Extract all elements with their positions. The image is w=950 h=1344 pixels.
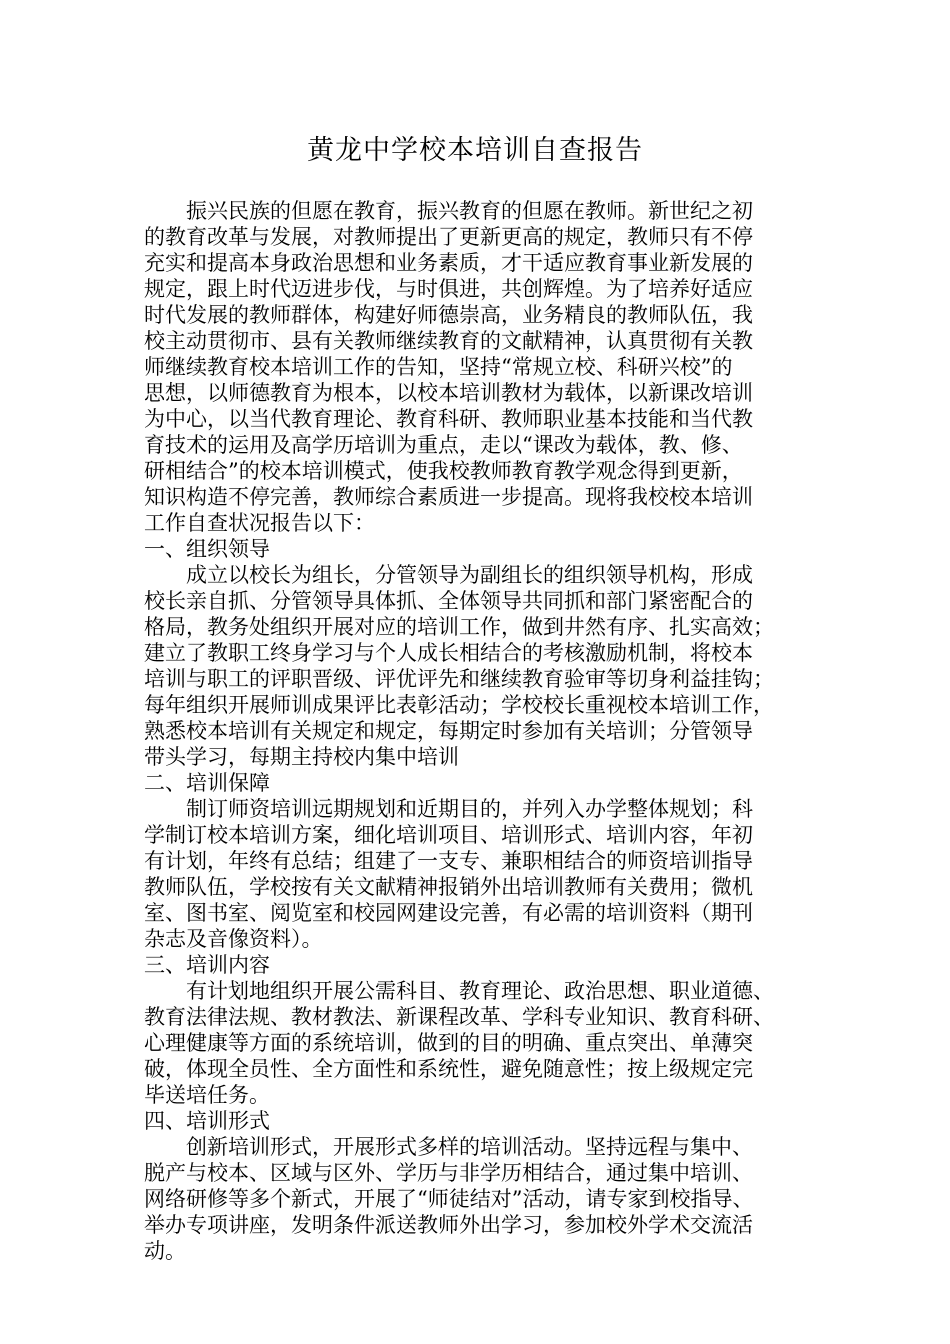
text-line: 破，体现全员性、全方面性和系统性，避免随意性；按上级规定完 — [144, 1057, 753, 1081]
text-line: 二、培训保障 — [144, 771, 270, 795]
text-line: 一、组织领导 — [144, 537, 270, 561]
text-line: 培训与职工的评职晋级、评优评先和继续教育验审等切身利益挂钩； — [144, 667, 774, 691]
text-line: 规定，跟上时代迈进步伐，与时俱进，共创辉煌。为了培养好适应 — [144, 277, 753, 301]
text-line: 学制订校本培训方案，细化培训项目、培训形式、培训内容，年初 — [144, 823, 753, 847]
text-line: 成立以校长为组长，分管领导为副组长的组织领导机构，形成 — [186, 563, 753, 587]
text-line: 有计划地组织开展公需科目、教育理论、政治思想、职业道德、 — [186, 979, 774, 1003]
document-body — [144, 198, 820, 1264]
text-line: 有计划，年终有总结；组建了一支专、兼职相结合的师资培训指导 — [144, 849, 753, 873]
text-line: 校主动贯彻市、县有关教师继续教育的文献精神，认真贯彻有关教 — [144, 329, 753, 353]
text-line: 校长亲自抓、分管领导具体抓、全体领导共同抓和部门紧密配合的 — [144, 589, 753, 613]
text-line: 四、培训形式 — [144, 1109, 270, 1133]
text-line: 杂志及音像资料）。 — [144, 927, 323, 951]
text-line: 时代发展的教师群体，构建好师德崇高，业务精良的教师队伍，我 — [144, 303, 753, 327]
text-line: 举办专项讲座，发明条件派送教师外出学习，参加校外学术交流活 — [144, 1213, 753, 1237]
text-line: 的教育改革与发展，对教师提出了更新更高的规定，教师只有不停 — [144, 225, 753, 249]
text-line: 毕送培任务。 — [144, 1083, 270, 1107]
text-line: 教师队伍，学校按有关文献精神报销外出培训教师有关费用；微机 — [144, 875, 753, 899]
text-line: 育技术的运用及高学历培训为重点，走以“课改为载体，教、修、 — [144, 433, 743, 457]
text-line: 心理健康等方面的系统培训，做到的目的明确、重点突出、单薄突 — [144, 1031, 753, 1055]
text-line: 脱产与校本、区域与区外、学历与非学历相结合，通过集中培训、 — [144, 1161, 753, 1185]
text-line: 思想，以师德教育为根本，以校本培训教材为载体，以新课改培训 — [144, 381, 753, 405]
text-line: 三、培训内容 — [144, 953, 270, 977]
text-line: 充实和提高本身政治思想和业务素质，才干适应教育事业新发展的 — [144, 251, 753, 275]
text-line: 室、图书室、阅览室和校园网建设完善，有必需的培训资料（期刊 — [144, 901, 753, 925]
text-line: 制订师资培训远期规划和近期目的，并列入办学整体规划；科 — [186, 797, 753, 821]
text-line: 师继续教育校本培训工作的告知，坚持“常规立校、科研兴校”的 — [144, 355, 733, 379]
text-line: 教育法律法规、教材教法、新课程改革、学科专业知识、教育科研、 — [144, 1005, 774, 1029]
text-line: 带头学习，每期主持校内集中培训 — [144, 745, 459, 769]
text-line: 工作自查状况报告以下： — [144, 511, 375, 535]
text-line: 建立了教职工终身学习与个人成长相结合的考核激励机制，将校本 — [144, 641, 753, 665]
text-line: 知识构造不停完善，教师综合素质进一步提高。现将我校校本培训 — [144, 485, 753, 509]
text-line: 动。 — [144, 1239, 186, 1263]
text-line: 为中心，以当代教育理论、教育科研、教师职业基本技能和当代教 — [144, 407, 753, 431]
text-line: 每年组织开展师训成果评比表彰活动；学校校长重视校本培训工作， — [144, 693, 774, 717]
text-line: 振兴民族的但愿在教育，振兴教育的但愿在教师。新世纪之初 — [186, 199, 753, 223]
text-line: 格局，教务处组织开展对应的培训工作，做到井然有序、扎实高效； — [144, 615, 774, 639]
text-line: 熟悉校本培训有关规定和规定，每期定时参加有关培训；分管领导 — [144, 719, 753, 743]
text-line: 研相结合”的校本培训模式，使我校教师教育教学观念得到更新， — [144, 459, 743, 483]
text-line: 创新培训形式，开展形式多样的培训活动。坚持远程与集中、 — [186, 1135, 753, 1159]
text-line: 网络研修等多个新式，开展了“师徒结对”活动，请专家到校指导、 — [144, 1187, 754, 1211]
document-title: 黄龙中学校本培训自查报告 — [307, 135, 643, 166]
